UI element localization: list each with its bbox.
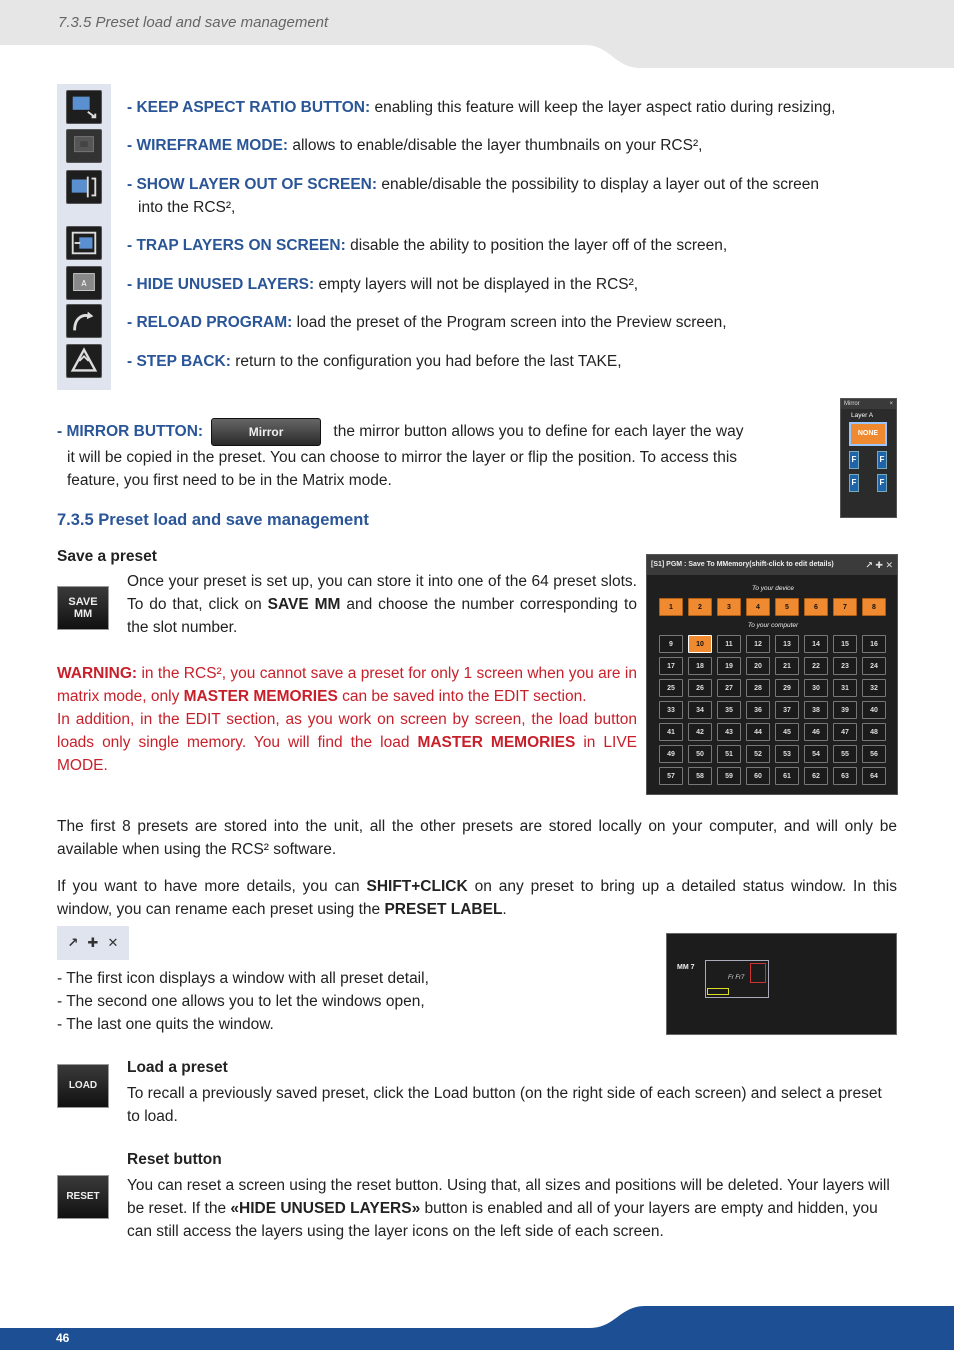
preset-slot-button[interactable]: 32 xyxy=(862,679,886,697)
preset-slot-button[interactable]: 48 xyxy=(862,723,886,741)
feature-wireframe-mode xyxy=(127,134,897,157)
preset-slot-button[interactable]: 52 xyxy=(746,745,770,763)
reset-button-text xyxy=(127,1174,897,1243)
feature-show-layer-out-of-screen xyxy=(127,173,897,219)
feature-description: enabling this feature will keep the layer aspect ratio during resizing, xyxy=(370,99,836,116)
flip-button[interactable]: F xyxy=(849,451,859,469)
preset-slot-button[interactable]: 4 xyxy=(746,598,770,616)
preset-slot-button[interactable]: 27 xyxy=(717,679,741,697)
running-header-title: 7.3.5 Preset load and save management xyxy=(58,14,329,31)
trap-layers-on-screen-icon[interactable] xyxy=(66,226,102,260)
save-mm-label: MM xyxy=(73,608,93,620)
mirror-text-line1: the mirror button allows you to define for each layer the way xyxy=(329,423,744,441)
svg-text:A: A xyxy=(81,278,87,288)
reset-button-heading: Reset button xyxy=(127,1151,222,1168)
warning-text xyxy=(57,662,637,777)
window-icons-row xyxy=(57,926,129,960)
computer-slot-grid xyxy=(659,635,886,785)
mirror-keyword: - MIRROR BUTTON: xyxy=(57,423,204,441)
preset-slot-button[interactable]: 45 xyxy=(775,723,799,741)
feature-description: enable/disable the possibility to display a layer out of the screen xyxy=(377,176,820,193)
preset-slot-button[interactable]: 30 xyxy=(804,679,828,697)
mirror-text-line2: it will be copied in the preset. You can choose to mirror the layer or flip the position. To access this xyxy=(67,449,738,466)
preset-panel-window-icons[interactable]: ↗ ✚ ✕ xyxy=(865,560,893,570)
feature-step-back xyxy=(127,350,897,373)
warning-bold: MASTER MEMORIES xyxy=(417,734,576,751)
preset-slot-button[interactable]: 43 xyxy=(717,723,741,741)
preset-panel-title-bar xyxy=(647,555,897,575)
keep-aspect-ratio-icon[interactable] xyxy=(66,90,102,124)
para-bold: SHIFT+CLICK xyxy=(366,878,468,895)
detail-layer-marker xyxy=(707,988,729,995)
feature-keyword: - SHOW LAYER OUT OF SCREEN: xyxy=(127,176,378,193)
presets-storage-paragraph: The first 8 presets are stored into the unit, all the other presets are stored locally on your computer, and will only be available when using the RCS² software. xyxy=(57,818,897,858)
preset-slot-button[interactable]: 37 xyxy=(775,701,799,719)
preset-slot-button[interactable]: 62 xyxy=(804,767,828,785)
preset-slot-button[interactable]: 59 xyxy=(717,767,741,785)
preset-slot-button[interactable]: 11 xyxy=(717,635,741,653)
feature-icon-strip xyxy=(57,84,111,390)
feature-trap-layers xyxy=(127,234,897,257)
pin-icon[interactable]: ✚ xyxy=(87,935,99,950)
reload-program-icon[interactable] xyxy=(66,304,102,338)
save-mm-label: SAVE xyxy=(68,596,98,608)
section-title: 7.3.5 Preset load and save management xyxy=(57,511,369,529)
flip-button[interactable]: F xyxy=(877,474,887,492)
load-preset-text: To recall a previously saved preset, click the Load button (on the right side of each screen) and select a preset to load. xyxy=(127,1085,882,1125)
save-text-part: Once your preset is set up, you can store it into one of the 64 preset slots. To do that, click on xyxy=(127,573,637,613)
preset-detail-window-screenshot xyxy=(666,933,897,1035)
preset-slot-button[interactable]: 53 xyxy=(775,745,799,763)
mirror-panel-title-bar xyxy=(841,399,896,409)
preset-slot-button[interactable]: 21 xyxy=(775,657,799,675)
preset-slot-button[interactable]: 47 xyxy=(833,723,857,741)
detail-preset-label: MM 7 xyxy=(677,964,695,971)
mirror-panel-title: Mirror xyxy=(844,401,860,407)
preset-slot-button[interactable]: 9 xyxy=(659,635,683,653)
save-to-mmemory-panel xyxy=(646,554,898,795)
feature-keyword: - TRAP LAYERS ON SCREEN: xyxy=(127,237,346,254)
preset-detail-icon[interactable]: ↗ xyxy=(67,935,79,950)
warning-label: WARNING: xyxy=(57,665,138,682)
preset-slot-button[interactable]: 7 xyxy=(833,598,857,616)
mirror-text-line3: feature, you first need to be in the Matrix mode. xyxy=(67,472,392,489)
preset-slot-button[interactable]: 39 xyxy=(833,701,857,719)
mirror-panel-layer-label: Layer A xyxy=(851,412,874,419)
para-part: If you want to have more details, you can xyxy=(57,878,367,895)
save-preset-heading: Save a preset xyxy=(57,548,157,565)
preset-slot-button[interactable]: 35 xyxy=(717,701,741,719)
preset-slot-button[interactable]: 24 xyxy=(862,657,886,675)
preset-slot-button[interactable]: 57 xyxy=(659,767,683,785)
feature-keyword: - KEEP ASPECT RATIO BUTTON: xyxy=(127,99,371,116)
reset-text-part: You can reset a screen using the reset button. Using that, all sizes and positions will be deleted. Your layers will be reset. If the xyxy=(127,1177,890,1217)
feature-keyword: - HIDE UNUSED LAYERS: xyxy=(127,276,315,293)
feature-keep-aspect-ratio xyxy=(127,96,897,119)
preset-slot-button[interactable]: 28 xyxy=(746,679,770,697)
load-button[interactable]: LOAD xyxy=(57,1064,109,1108)
page-number: 46 xyxy=(56,1331,70,1345)
preset-slot-button[interactable]: 10 xyxy=(688,635,712,653)
page-footer-bar xyxy=(0,1306,954,1350)
preset-panel-title: [S1] PGM : Save To MMemory(shift-click to edit details) xyxy=(651,561,834,568)
warning-part: In addition, in the EDIT section, as you work on screen by screen, the load button loads only single memory. You will find the load xyxy=(57,711,637,751)
close-icon[interactable]: × xyxy=(889,401,893,407)
step-back-icon[interactable] xyxy=(66,344,102,378)
detail-preview-box xyxy=(705,960,769,998)
detail-preview-text: Fr Fr7 xyxy=(728,975,745,981)
mirror-none-button[interactable]: NONE xyxy=(849,422,887,446)
feature-description: return to the configuration you had before the last TAKE, xyxy=(230,353,622,370)
preset-slot-button[interactable]: 51 xyxy=(717,745,741,763)
preset-slot-button[interactable]: 8 xyxy=(862,598,886,616)
reset-text-bold: «HIDE UNUSED LAYERS» xyxy=(230,1200,421,1217)
feature-keyword: - RELOAD PROGRAM: xyxy=(127,314,293,331)
preset-slot-button[interactable]: 22 xyxy=(804,657,828,675)
feature-keyword: - STEP BACK: xyxy=(127,353,231,370)
device-slot-grid xyxy=(659,598,886,616)
preset-slot-button[interactable]: 63 xyxy=(833,767,857,785)
save-mm-button[interactable] xyxy=(57,586,109,630)
preset-slot-button[interactable]: 56 xyxy=(862,745,886,763)
feature-keyword: - WIREFRAME MODE: xyxy=(127,137,289,154)
preset-slot-button[interactable]: 3 xyxy=(717,598,741,616)
preset-slot-button[interactable]: 16 xyxy=(862,635,886,653)
close-icon[interactable]: ✕ xyxy=(107,935,119,950)
warning-part: in LIVE MODE. xyxy=(57,734,637,774)
preset-slot-button[interactable]: 58 xyxy=(688,767,712,785)
preset-slot-button[interactable]: 17 xyxy=(659,657,683,675)
preset-slot-button[interactable]: 50 xyxy=(688,745,712,763)
icon-bullet-list xyxy=(57,967,429,1036)
warning-part: can be saved into the EDIT section. xyxy=(337,688,587,705)
hide-unused-layers-icon[interactable] xyxy=(66,266,102,300)
warning-part: in the RCS², you cannot save a preset for only 1 screen when you are in matrix mode, only xyxy=(57,665,637,705)
para-part: on any preset to bring up a detailed status window. In this window, you can rename each preset using the xyxy=(57,878,897,918)
preset-slot-button[interactable]: 29 xyxy=(775,679,799,697)
show-layer-out-of-screen-icon[interactable] xyxy=(66,170,102,204)
preset-slot-button[interactable]: 18 xyxy=(688,657,712,675)
save-text-part: and choose the number corresponding to the slot number. xyxy=(127,596,637,636)
preset-slot-button[interactable]: 23 xyxy=(833,657,857,675)
preset-slot-button[interactable]: 36 xyxy=(746,701,770,719)
reset-text-part: button is enabled and all of your layers are empty and hidden, you can still access the layers using the layer icons on the left side of each screen. xyxy=(127,1200,878,1240)
para-part: . xyxy=(502,901,507,918)
preset-slot-button[interactable]: 60 xyxy=(746,767,770,785)
wireframe-mode-icon[interactable] xyxy=(66,129,102,163)
preset-slot-button[interactable]: 2 xyxy=(688,598,712,616)
mirror-panel-screenshot xyxy=(840,398,897,518)
load-preset-heading: Load a preset xyxy=(127,1059,228,1076)
mirror-description xyxy=(57,418,827,492)
reset-button[interactable]: RESET xyxy=(57,1175,109,1219)
feature-description: load the preset of the Program screen into the Preview screen, xyxy=(292,314,727,331)
preset-slot-button[interactable]: 61 xyxy=(775,767,799,785)
save-text-bold: SAVE MM xyxy=(267,596,341,613)
preset-slot-button[interactable]: 54 xyxy=(804,745,828,763)
preset-slot-button[interactable]: 13 xyxy=(775,635,799,653)
para-bold: PRESET LABEL xyxy=(384,901,503,918)
preset-slot-button[interactable]: 44 xyxy=(746,723,770,741)
flip-button[interactable]: F xyxy=(849,474,859,492)
warning-bold: MASTER MEMORIES xyxy=(183,688,338,705)
preset-slot-button[interactable]: 6 xyxy=(804,598,828,616)
preset-slot-button[interactable]: 40 xyxy=(862,701,886,719)
preset-slot-button[interactable]: 14 xyxy=(804,635,828,653)
feature-description: disable the ability to position the layer off of the screen, xyxy=(345,237,728,254)
preset-slot-button[interactable]: 46 xyxy=(804,723,828,741)
feature-description: empty layers will not be displayed in the RCS², xyxy=(314,276,639,293)
to-computer-label: To your computer xyxy=(747,622,799,629)
feature-reload-program xyxy=(127,311,897,334)
save-preset-text xyxy=(127,570,637,639)
feature-description: allows to enable/disable the layer thumbnails on your RCS², xyxy=(288,137,703,154)
preset-slot-button[interactable]: 42 xyxy=(688,723,712,741)
list-item: - The last one quits the window. xyxy=(57,1016,274,1033)
preset-slot-button[interactable]: 41 xyxy=(659,723,683,741)
list-item: - The first icon displays a window with all preset detail, xyxy=(57,970,429,987)
page-header-bar xyxy=(0,0,954,68)
preset-slot-button[interactable]: 49 xyxy=(659,745,683,763)
preset-slot-button[interactable]: 26 xyxy=(688,679,712,697)
preset-slot-button[interactable]: 31 xyxy=(833,679,857,697)
shift-click-paragraph xyxy=(57,875,897,921)
feature-hide-unused-layers xyxy=(127,273,897,296)
preset-slot-button[interactable]: 12 xyxy=(746,635,770,653)
list-item: - The second one allows you to let the windows open, xyxy=(57,993,425,1010)
mirror-button[interactable]: Mirror xyxy=(211,418,321,446)
preset-slot-button[interactable]: 15 xyxy=(833,635,857,653)
preset-slot-button[interactable]: 20 xyxy=(746,657,770,675)
preset-slot-button[interactable]: 33 xyxy=(659,701,683,719)
flip-button[interactable]: F xyxy=(877,451,887,469)
preset-slot-button[interactable]: 5 xyxy=(775,598,799,616)
detail-layer-marker xyxy=(750,963,766,983)
preset-slot-button[interactable]: 19 xyxy=(717,657,741,675)
feature-description-continued: into the RCS², xyxy=(138,199,236,216)
preset-slot-button[interactable]: 55 xyxy=(833,745,857,763)
preset-slot-button[interactable]: 1 xyxy=(659,598,683,616)
preset-slot-button[interactable]: 38 xyxy=(804,701,828,719)
preset-slot-button[interactable]: 64 xyxy=(862,767,886,785)
preset-slot-button[interactable]: 34 xyxy=(688,701,712,719)
to-device-label: To your device xyxy=(751,585,795,592)
preset-slot-button[interactable]: 25 xyxy=(659,679,683,697)
